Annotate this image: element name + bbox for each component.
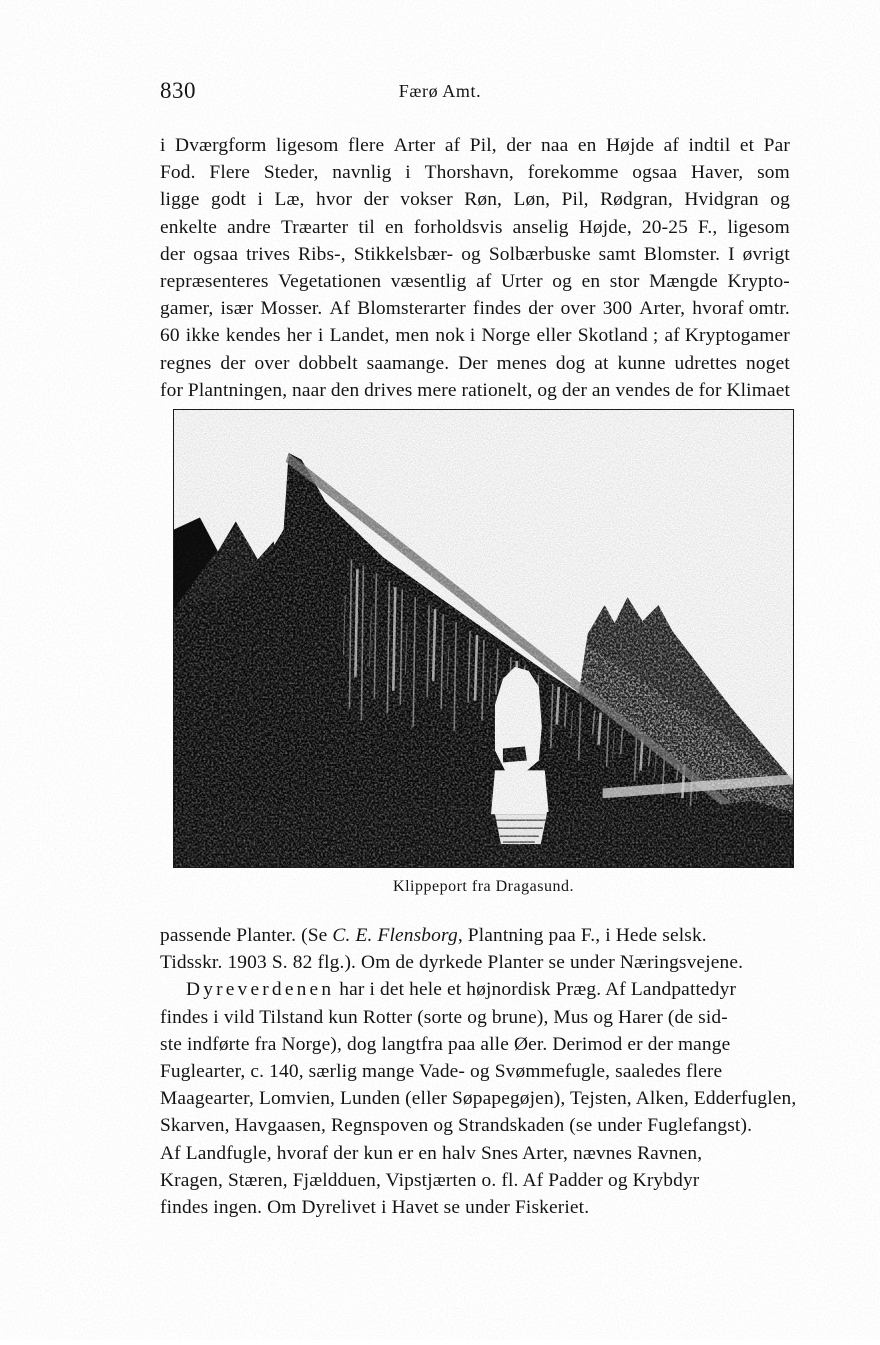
word: Pil, [469,135,497,156]
word: af Kryptogamer [664,325,790,347]
text-run: , Plantning paa F., i Hede selsk. [457,925,707,946]
word: hvoraf omtr. [692,298,790,320]
word: og [770,189,790,211]
word: gamer, [160,298,214,320]
text-line [160,214,790,241]
word: Vegetationen [278,270,382,292]
word: dog [555,352,586,374]
word: af [476,270,492,292]
word: Røn, [464,189,503,211]
word: Træarter [280,216,349,238]
word: Plantningen, [187,379,288,401]
word: findes [472,298,522,320]
word: andre [227,216,271,238]
word: en [385,216,404,238]
word: Mængde [649,270,718,292]
word: drives [364,379,413,401]
text-run: findes i vild Tilstand kun Rotter (sorte og brune), Mus og Harer (de sid- [160,1006,728,1028]
text-line [160,949,790,976]
word: ogsaa [632,162,678,184]
text-line [160,186,790,213]
word: for [698,379,722,401]
word: især [220,298,254,320]
word: Skotland ; [577,325,659,347]
page-number: 830 [160,78,196,103]
text-line [160,1194,790,1221]
word: en [581,270,601,292]
word: Flere [209,162,251,184]
word: Haver, [690,162,744,184]
word: øvrigt [742,243,790,265]
figure-rock-arch [173,409,794,868]
word: saamange. [366,352,450,374]
text-run: har i det hele et højnordisk Præg. Af Landpattedyr [334,979,737,1001]
word: naa [541,135,569,156]
word: hvor [315,189,353,211]
word: ligesom [727,216,790,238]
text-run: Af Landfugle, hvoraf der kun er en halv Snes Arter, nævnes Ravnen, [160,1142,703,1164]
word: an vendes [591,379,671,401]
text-line [160,322,790,349]
word: forholdsvis [413,216,503,238]
word: der [528,298,554,320]
word: forekomme [527,162,619,184]
text-run: Fuglearter, c. 140, særlig mange Vade- og Svømmefugle, saaledes flere [160,1060,723,1082]
word: navnlig [332,162,392,184]
word: af [663,135,680,156]
word: kendes [225,325,281,347]
word: Arter [393,135,436,156]
text-line [160,295,790,322]
word: 60 [160,325,180,347]
word: anselig [512,216,569,238]
text-run: ste indførte fra Norge), dog langtfra paa alle Øer. Derimod er der mange [160,1033,731,1055]
text-run: Maagearter, Lomvien, Lunden (eller Søpapegøjen), Tejsten, Alken, Edderfuglen, [160,1088,797,1110]
word: repræsenteres [160,270,269,292]
word: Landet, [329,325,390,347]
word: Solbærbuske [488,243,591,265]
word: Løn, [513,189,551,211]
word: af [444,135,461,156]
word: for [160,379,184,401]
word: som [757,162,790,184]
word: de [675,379,694,401]
word: 300 [602,298,633,320]
running-head [0,78,880,108]
word: samt [598,243,636,265]
text-line [160,159,790,186]
word: udrettes [674,352,738,374]
word: ikke [185,325,220,347]
word: Hvidgran [684,189,759,211]
word: og [537,379,558,401]
word: Mosser. [260,298,323,320]
paragraph-top [160,132,790,404]
word: Dværgform [175,135,267,156]
word: regnes [160,352,212,374]
word: F., [697,216,718,238]
word: Arter, [639,298,686,320]
word: nok i [435,325,476,347]
word: i [405,162,411,184]
word: Krypto- [727,270,790,292]
text-line [160,377,790,404]
text-line [160,922,790,949]
text-run: Kragen, Stæren, Fjældduen, Vipstjærten o. fl. Af Padder og Krybdyr [160,1169,700,1191]
figure-plate [173,409,794,868]
word: et [739,135,755,156]
word: Højde [606,135,655,156]
text-line [160,1058,790,1085]
word: Klimaet [726,379,790,401]
figure-caption: Klippeport fra Dragasund. [393,878,574,895]
word: rationelt, [461,379,533,401]
text-line [160,1167,790,1194]
text-line [160,1004,790,1031]
word: her [286,325,312,347]
word: en [577,135,597,156]
word: Steder, [263,162,319,184]
word: der [506,135,532,156]
text-line [160,1085,797,1112]
word: enkelte [160,216,218,238]
word: Urter [501,270,543,292]
word: over [560,298,596,320]
word: indtil [688,135,731,156]
word: Højde, [578,216,632,238]
word: flere [347,135,385,156]
word: og [461,243,481,265]
text-line [160,241,790,268]
word: der [561,379,588,401]
text-run: passende Planter. (Se [160,925,333,946]
word: Fod. [160,162,196,184]
cited-author: C. E. Flensborg [332,925,458,946]
word: Af [329,298,351,320]
text-line [160,1112,790,1139]
word: kunne [617,352,666,374]
running-title: Færø Amt. [398,81,482,101]
word: ogsaa [193,243,239,265]
word: over [254,352,290,374]
word: Norge [481,325,531,347]
word: og [552,270,572,292]
word: I [728,243,735,265]
word: at [594,352,609,374]
rock-arch-engraving-icon [174,410,793,867]
word: der [160,243,186,265]
word: væsentlig [390,270,467,292]
word: til [358,216,375,238]
text-run: Skarven, Havgaasen, Regnspoven og Strandskaden (se under Fuglefangst). [160,1115,753,1137]
text-line [160,1140,790,1167]
word: Blomsterarter [357,298,466,320]
word: Læ, [274,189,305,211]
word: den [330,379,360,401]
word: der [220,352,246,374]
word: mere [417,379,457,401]
text-line [160,132,790,159]
word: godt [210,189,247,211]
word: Blomster. [643,243,721,265]
word: noget [746,352,790,374]
word: dobbelt [298,352,358,374]
text-line [160,1031,790,1058]
word: i [160,135,166,156]
word: eller [536,325,572,347]
word: Der [458,352,488,374]
word: Stikkelsbær- [353,243,454,265]
word: i [317,325,324,347]
text-run: Tidsskr. 1903 S. 82 flg.). Om de dyrkede Planter se under Næringsvejene. [160,952,744,974]
word: Rødgran, [600,189,673,211]
word: Pil, [561,189,589,211]
word: stor [609,270,640,292]
word: ligesom [276,135,339,156]
word: men [395,325,430,347]
word: trives [246,243,291,265]
text-line [160,976,790,1003]
paragraph-bottom [160,922,797,1221]
text-line [160,350,790,377]
word: vokser [400,189,453,211]
word: ligge [160,189,200,211]
word: Thorshavn, [424,162,514,184]
text-run: findes ingen. Om Dyrelivet i Havet se under Fiskeriet. [160,1196,590,1218]
word: naar [292,379,327,401]
word: i [257,189,264,211]
lead-term: Dyreverdenen [186,979,335,1001]
word: menes [496,352,547,374]
word: Ribs-, [298,243,346,265]
word: Par [763,135,790,156]
word: 20-25 [641,216,688,238]
word: der [363,189,389,211]
text-line [160,268,790,295]
